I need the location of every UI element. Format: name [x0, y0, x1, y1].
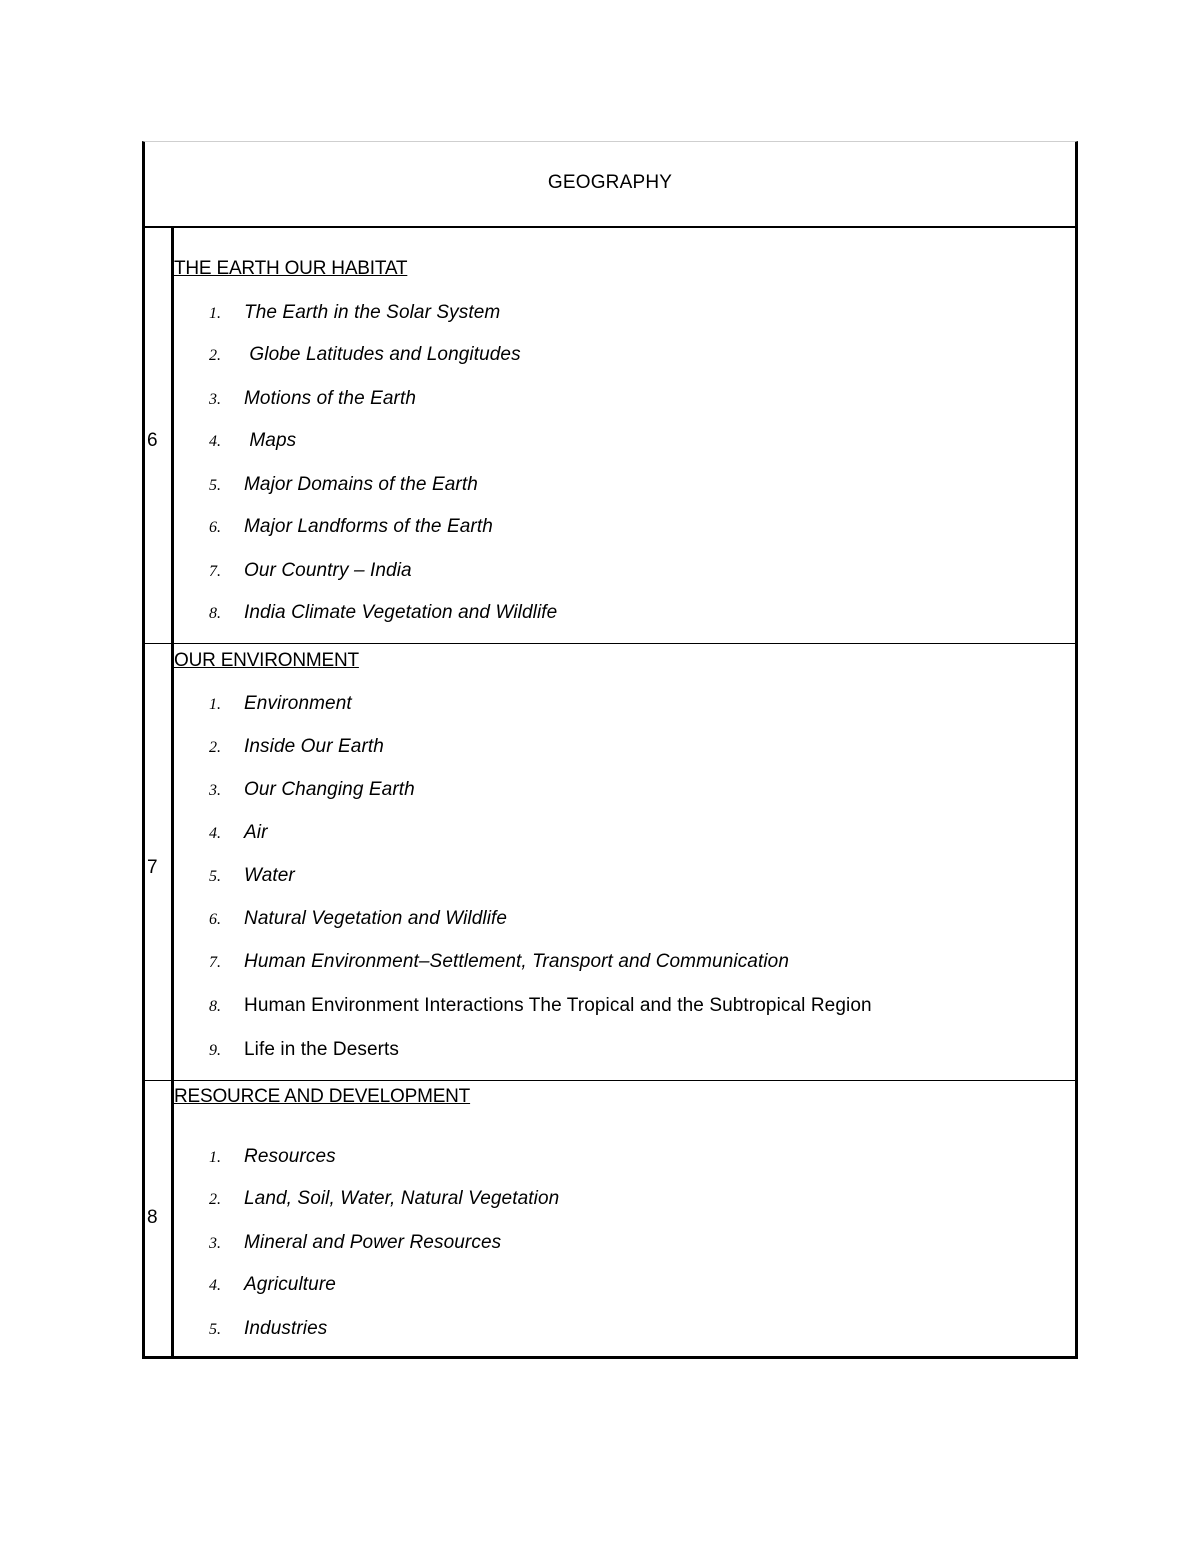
grade-cell	[145, 228, 174, 643]
list-item	[209, 951, 789, 973]
grade-cell	[145, 1081, 174, 1357]
item-text: Major Landforms of the Earth	[244, 516, 493, 537]
grade-label: 8	[147, 1207, 158, 1228]
list-item	[209, 302, 500, 324]
item-number: 5.	[209, 868, 221, 885]
grade-row	[145, 228, 1075, 644]
item-text: Land, Soil, Water, Natural Vegetation	[244, 1188, 560, 1209]
list-item	[209, 560, 412, 582]
syllabus-table	[142, 141, 1078, 1359]
list-item	[209, 908, 507, 930]
list-item	[209, 1232, 501, 1254]
item-text: Motions of the Earth	[244, 388, 417, 409]
section-heading: RESOURCE AND DEVELOPMENT	[174, 1086, 471, 1107]
list-item	[209, 344, 521, 366]
table-header-row	[145, 142, 1075, 228]
item-number: 1.	[209, 305, 221, 322]
item-text: India Climate Vegetation and Wildlife	[244, 602, 558, 623]
list-item	[209, 865, 295, 887]
item-text: Life in the Deserts	[244, 1039, 400, 1060]
item-number: 9.	[209, 1042, 221, 1059]
section-heading: THE EARTH OUR HABITAT	[174, 258, 408, 279]
item-number: 6.	[209, 911, 221, 928]
item-text: Resources	[244, 1146, 336, 1167]
section-heading: OUR ENVIRONMENT	[174, 650, 359, 671]
grade-cell	[145, 644, 174, 1080]
item-text: Mineral and Power Resources	[244, 1232, 502, 1253]
item-number: 5.	[209, 477, 221, 494]
item-number: 7.	[209, 563, 221, 580]
item-text: Industries	[244, 1318, 328, 1339]
item-text: Human Environment Interactions The Tropical and the Subtropical Region	[244, 995, 872, 1016]
item-number: 1.	[209, 1149, 221, 1166]
list-item	[209, 430, 296, 452]
item-number: 2.	[209, 739, 221, 756]
item-number: 8.	[209, 605, 221, 622]
list-item	[209, 693, 352, 715]
list-item	[209, 995, 872, 1017]
item-text: Our Changing Earth	[244, 779, 415, 800]
list-item	[209, 474, 478, 496]
list-item	[209, 602, 557, 624]
item-text: The Earth in the Solar System	[244, 302, 501, 323]
item-number: 4.	[209, 825, 221, 842]
item-text: Maps	[244, 430, 297, 451]
item-number: 2.	[209, 347, 221, 364]
item-text: Our Country – India	[244, 560, 412, 581]
item-number: 6.	[209, 519, 221, 536]
grade-row	[145, 1081, 1075, 1357]
item-text: Human Environment–Settlement, Transport and Communication	[244, 951, 789, 972]
item-number: 3.	[209, 391, 221, 408]
item-number: 1.	[209, 696, 221, 713]
list-item	[209, 1188, 559, 1210]
list-item	[209, 388, 416, 410]
page-title: GEOGRAPHY	[547, 172, 673, 193]
item-number: 7.	[209, 954, 221, 971]
item-number: 8.	[209, 998, 221, 1015]
list-item	[209, 1274, 336, 1296]
list-item	[209, 736, 384, 758]
list-item	[209, 1146, 336, 1168]
list-item	[209, 1318, 327, 1340]
list-item	[209, 516, 493, 538]
item-text: Globe Latitudes and Longitudes	[244, 344, 521, 365]
list-item	[209, 1039, 399, 1061]
item-text: Air	[244, 822, 268, 843]
item-number: 3.	[209, 782, 221, 799]
item-number: 2.	[209, 1191, 221, 1208]
list-item	[209, 779, 415, 801]
grade-label: 7	[147, 857, 158, 878]
item-number: 5.	[209, 1321, 221, 1338]
list-item	[209, 822, 268, 844]
item-text: Inside Our Earth	[244, 736, 384, 757]
item-text: Agriculture	[244, 1274, 336, 1295]
item-number: 4.	[209, 433, 221, 450]
item-number: 4.	[209, 1277, 221, 1294]
item-text: Water	[244, 865, 295, 886]
grade-label: 6	[147, 430, 158, 451]
item-number: 3.	[209, 1235, 221, 1252]
item-text: Environment	[244, 693, 352, 714]
item-text: Natural Vegetation and Wildlife	[244, 908, 508, 929]
grade-row	[145, 644, 1075, 1081]
item-text: Major Domains of the Earth	[244, 474, 478, 495]
